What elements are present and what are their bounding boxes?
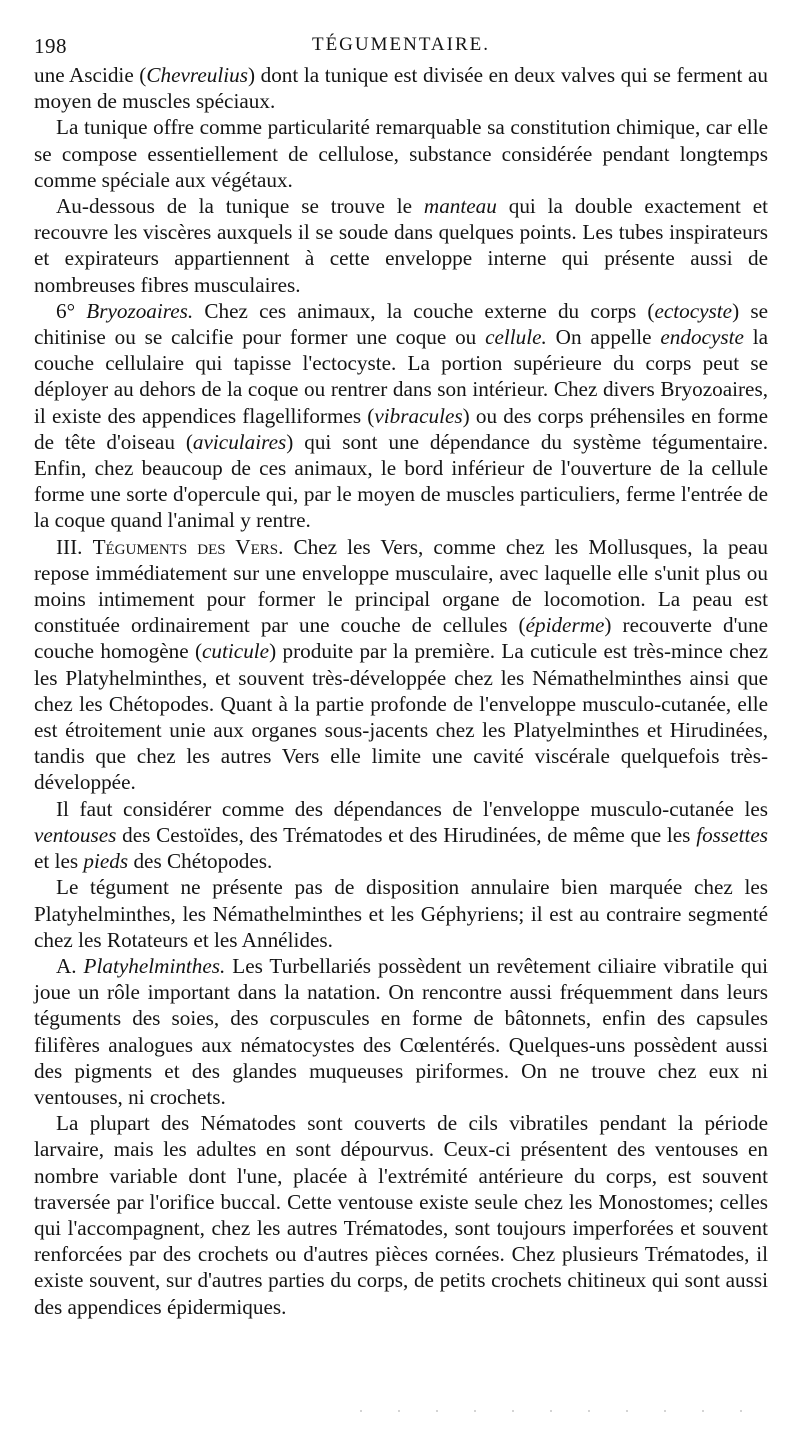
body-text bbox=[34, 62, 768, 1320]
section-heading-platyhelminthes: Platyhelminthes. bbox=[83, 953, 226, 978]
paragraph-teguments-des-vers: III. Téguments des Vers. Chez les Vers, comme chez les Mollusques, la peau repose immédiatement sur une enveloppe musculaire, avec laquelle elle s'unit plus ou moins intimement pour former le principal organe de locomotion. La peau est constituée ordinairement par une couche de cellules (épiderme) recouverte d'une couche homogène (cuticule) produite par la première. La cuticule est très-mince chez les Platyhelminthes, et souvent très-développée chez les Némathelminthes ainsi que chez les Chétopodes. Quant à la partie profonde de l'enveloppe musculo-cutanée, elle est étroitement unie aux organes sous-jacents chez les Platyelminthes et Hirudinées, tandis que chez les autres Vers elle limite une cavité viscérale quelquefois très-développée. bbox=[34, 534, 769, 795]
paragraph-ascidie-continued: une Ascidie (Chevreulius) dont la tunique est divisée en deux valves qui se ferment au moyen de muscles spéciaux. bbox=[34, 63, 769, 114]
paragraph-manteau: Au-dessous de la tunique se trouve le manteau qui la double exactement et recouvre les viscères auxquels il se soude dans quelques points. Les tubes inspirateurs et expirateurs appartiennent à cette enveloppe interne qui présente aussi de nombreuses fibres musculaires. bbox=[34, 194, 768, 297]
paragraph-nematodes: La plupart des Nématodes sont couverts de cils vibratiles pendant la période larvaire, mais les adultes en sont dépourvus. Ceux-ci présentent des ventouses en nombre variable dont l'une, placée à l'extrémité antérieure du corps, est souvent traversée par l'orifice buccal. Cette ventouse existe seule chez les Monostomes; celles qui l'accompagnent, chez les autres Trématodes, sont toujours imperforées et souvent renforcées par des crochets ou d'autres pièces cornées. Chez plusieurs Trématodes, il existe souvent, sur d'autres parties du corps, de petits crochets chitineux qui sont aussi des appendices épidermiques. bbox=[34, 1111, 768, 1319]
section-heading-bryozoaires: Bryozoaires. bbox=[86, 298, 194, 323]
book-page bbox=[34, 28, 768, 1320]
paragraph-bryozoaires: 6° Bryozoaires. Chez ces animaux, la couche externe du corps (ectocyste) se chitinise ou se calcifie pour former une coque ou cellule. On appelle endocyste la couche cellulaire qui tapisse l'ectocyste. La portion supérieure du corps peut se déployer au dehors de la coque ou rentrer dans son intérieur. Chez divers Bryozoaires, il existe des appendices flagelliformes (vibracules) ou des corps préhensiles en forme de tête d'oiseau (aviculaires) qui sont une dépendance du système tégumentaire. Enfin, chez beaucoup de ces animaux, le bord inférieur de l'ouverture de la cellule forme une sorte d'opercule qui, par le moyen de muscles particuliers, ferme l'entrée de la coque quand l'animal y rentre. bbox=[34, 298, 768, 533]
term-manteau: manteau bbox=[423, 194, 497, 219]
paragraph-tunique: La tunique offre comme particularité remarquable sa constitution chimique, car elle se compose essentiellement de cellulose, substance considérée pendant longtemps comme spéciale aux végétaux. bbox=[34, 115, 768, 192]
section-heading-vers: Téguments des Vers. bbox=[92, 534, 284, 559]
genus-name: Chevreulius bbox=[146, 63, 248, 87]
page-number: 198 bbox=[34, 34, 67, 58]
paragraph-tegument-annulaire: Le tégument ne présente pas de disposition annulaire bien marquée chez les Platyhelminthes, les Némathelminthes et les Géphyriens; il est au contraire segmenté chez les Rotateurs et les Annélides. bbox=[34, 875, 768, 952]
paragraph-dependances: Il faut considérer comme des dépendances de l'enveloppe musculo-cutanée les ventouses des Cestoïdes, des Trématodes et des Hirudinées, de même que les fossettes et les pieds des Chétopodes. bbox=[34, 796, 768, 874]
scan-bottom-marks bbox=[360, 1410, 760, 1412]
running-title: TÉGUMENTAIRE. bbox=[311, 34, 491, 55]
paragraph-platyhelminthes: A. Platyhelminthes. Les Turbellariés possèdent un revêtement ciliaire vibratile qui joue un rôle important dans la natation. On rencontre aussi fréquemment dans leurs téguments des soies, des corpuscules en forme de bâtonnets, enfin des capsules filifères analogues aux nématocystes des Cœlentérés. Quelques-uns possèdent aussi des pigments et des glandes muqueuses piriformes. On ne trouve chez eux ni ventouses, ni crochets. bbox=[34, 953, 768, 1109]
page-header bbox=[34, 28, 768, 62]
